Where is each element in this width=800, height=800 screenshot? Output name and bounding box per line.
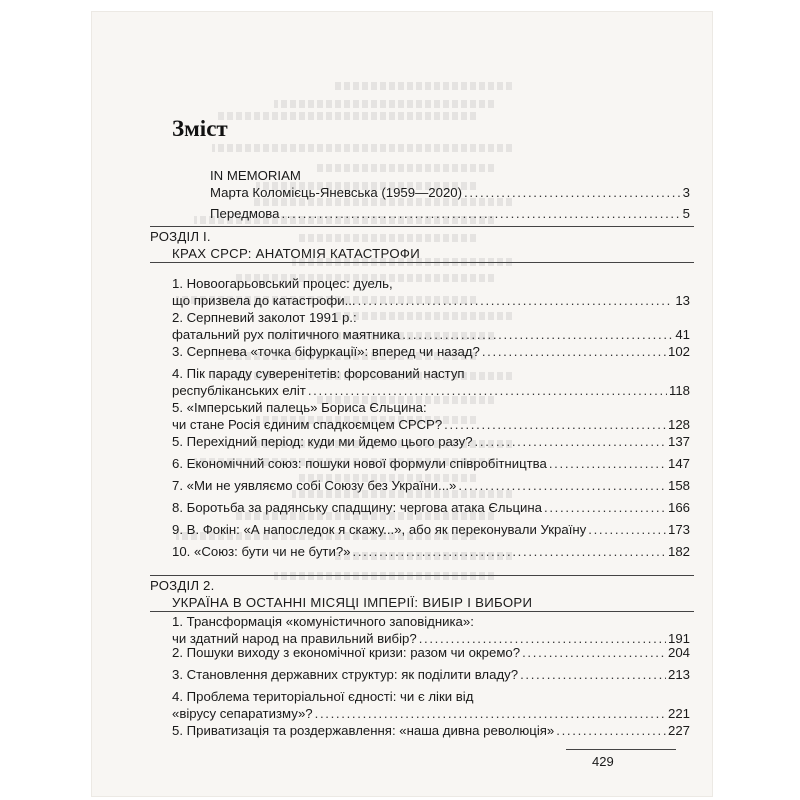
toc-entry[interactable] — [172, 688, 690, 722]
book-page — [92, 12, 712, 796]
toc-entry-text: що призвела до катастрофи... — [172, 293, 356, 308]
show-through-line — [332, 82, 512, 90]
toc-entry-text: 4. Проблема територіальної єдності: чи є ліки від — [172, 689, 474, 704]
toc-entry[interactable] — [172, 666, 690, 683]
leader-dots — [353, 543, 666, 560]
toc-entry-text: 6. Економічний союз: пошуки нової формули співробітництва — [172, 456, 547, 471]
toc-page-number: 102 — [667, 344, 690, 359]
toc-page-number: 191 — [667, 631, 690, 646]
section-2-title: УКРАЇНА В ОСТАННІ МІСЯЦІ ІМПЕРІЇ: ВИБІР І ВИБОРИ — [172, 595, 533, 610]
show-through-line — [314, 164, 494, 172]
toc-entry-text: 9. В. Фокін: «А напоследок я скажу...», або як переконували Україну — [172, 522, 587, 537]
toc-entry[interactable] — [172, 644, 690, 661]
section-divider — [150, 226, 694, 227]
toc-page-number: 137 — [667, 434, 690, 449]
show-through-line — [212, 144, 512, 152]
leader-dots — [520, 666, 666, 683]
leader-dots — [458, 477, 666, 494]
toc-page-number: 158 — [667, 478, 690, 493]
toc-page-number: 41 — [675, 327, 690, 342]
section-divider — [150, 575, 694, 576]
toc-page-number: 204 — [667, 645, 690, 660]
toc-entry[interactable] — [172, 399, 690, 433]
leader-dots — [475, 433, 666, 450]
leader-dots — [464, 184, 681, 201]
toc-entry[interactable] — [172, 521, 690, 538]
toc-entry-text: 10. «Союз: бути чи не бути?» — [172, 544, 351, 559]
show-through-line — [274, 100, 494, 108]
show-through-line — [274, 572, 494, 580]
toc-entry-text: 5. Перехідний період: куди ми йдемо цього разу? — [172, 434, 473, 449]
show-through-line — [296, 234, 476, 242]
section-title-underline — [150, 611, 694, 612]
toc-entry-text: «вірусу сепаратизму»? — [172, 706, 313, 721]
show-through-line — [216, 112, 476, 120]
leader-dots — [556, 722, 666, 739]
toc-page-number: 173 — [667, 522, 690, 537]
leader-dots — [281, 205, 680, 222]
toc-entry-text: 1. Трансформація «комуністичного заповідника»: — [172, 614, 474, 629]
toc-page-number: 213 — [667, 667, 690, 682]
toc-page-number: 227 — [667, 723, 690, 738]
toc-page-number: 5 — [682, 206, 690, 221]
toc-entry-text: 1. Новоогарьовський процес: дуель, — [172, 276, 393, 291]
page-title: Зміст — [172, 116, 228, 141]
toc-entry-text: республіканських еліт — [172, 383, 306, 398]
in-memoriam-heading: IN MEMORIAM — [210, 168, 301, 183]
toc-entry-text: Марта Коломієць-Яневська (1959—2020) — [210, 185, 463, 200]
section-2-label: РОЗДІЛ 2. — [150, 578, 215, 593]
toc-entry-text: 8. Боротьба за радянську спадщину: чергова атака Єльцина — [172, 500, 543, 515]
leader-dots — [544, 499, 666, 516]
leader-dots — [315, 705, 666, 722]
toc-entry-text: 2. Серпневий заколот 1991 р.: — [172, 310, 357, 325]
section-1-title: КРАХ СРСР: АНАТОМІЯ КАТАСТРОФИ — [172, 246, 420, 261]
toc-entry[interactable] — [172, 275, 690, 309]
toc-page-number: 182 — [667, 544, 690, 559]
toc-entry-memoriam[interactable] — [210, 184, 690, 201]
toc-entry-text: 3. Становлення державних структур: як поділити владу? — [172, 667, 519, 682]
toc-page-number: 128 — [667, 417, 690, 432]
leader-dots — [549, 455, 666, 472]
toc-entry[interactable] — [172, 543, 690, 560]
toc-entry[interactable] — [172, 365, 690, 399]
toc-entry[interactable] — [172, 309, 690, 343]
toc-entry-text: 2. Пошуки виходу з економічної кризи: разом чи окремо? — [172, 645, 521, 660]
page-number: 429 — [592, 754, 614, 769]
toc-page-number: 13 — [675, 293, 690, 308]
toc-page-number: 166 — [667, 500, 690, 515]
leader-dots — [358, 292, 674, 309]
toc-entry-foreword[interactable] — [210, 205, 690, 222]
toc-page-number: 147 — [667, 456, 690, 471]
toc-page-number: 3 — [682, 185, 690, 200]
toc-page-number: 118 — [668, 383, 690, 398]
toc-entry-text: фатальний рух політичного маятника — [172, 327, 401, 342]
section-title-underline — [150, 262, 694, 263]
footer-rule — [566, 749, 676, 750]
toc-entry-text: чи стане Росія єдиним спадкоємцем СРСР? — [172, 417, 443, 432]
toc-entry[interactable] — [172, 343, 690, 360]
toc-entry-text: 4. Пік параду суверенітетів: форсований наступ — [172, 366, 465, 381]
leader-dots — [588, 521, 666, 538]
toc-entry-text: 3. Серпнева «точка біфуркації»: вперед чи назад? — [172, 344, 480, 359]
section-1-label: РОЗДІЛ I. — [150, 229, 211, 244]
toc-entry[interactable] — [172, 455, 690, 472]
leader-dots — [402, 326, 673, 343]
leader-dots — [444, 416, 666, 433]
leader-dots — [522, 644, 666, 661]
toc-entry[interactable] — [172, 499, 690, 516]
toc-entry[interactable] — [172, 613, 690, 647]
toc-page-number: 221 — [667, 706, 690, 721]
leader-dots — [308, 382, 667, 399]
toc-entry-text: Передмова — [210, 206, 280, 221]
toc-entry[interactable] — [172, 477, 690, 494]
toc-entry[interactable] — [172, 433, 690, 450]
leader-dots — [482, 343, 666, 360]
toc-entry[interactable] — [172, 722, 690, 739]
toc-entry-text: 7. «Ми не уявляємо собі Союзу без України...» — [172, 478, 457, 493]
toc-entry-text: 5. «Імперський палець» Бориса Єльцина: — [172, 400, 427, 415]
toc-entry-text: чи здатний народ на правильний вибір? — [172, 631, 417, 646]
toc-entry-text: 5. Приватизація та роздержавлення: «наша дивна революція» — [172, 723, 555, 738]
